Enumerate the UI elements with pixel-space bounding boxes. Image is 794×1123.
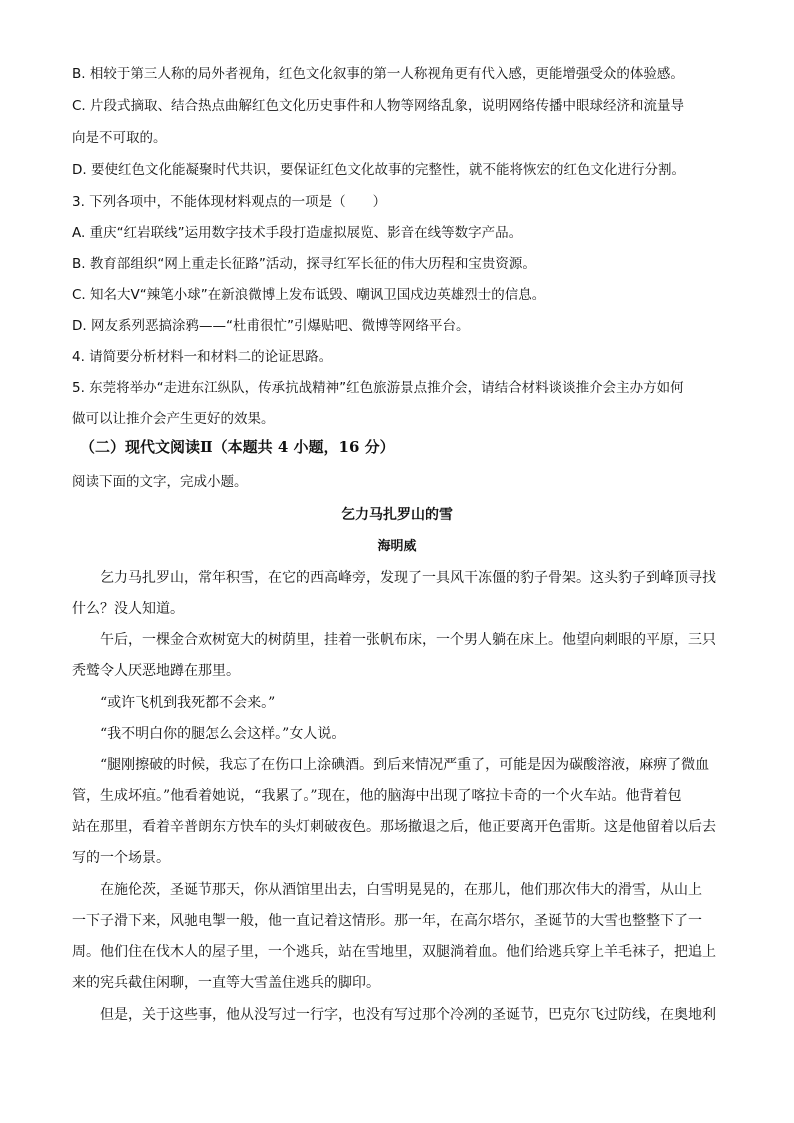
article-line: “我不明白你的腿怎么会这样。”女人说。 — [100, 726, 346, 742]
q3-option-c: C. 知名大V“辣笔小球”在新浪微博上发布诋毁、嘲讽卫国戍边英雄烈士的信息。 — [72, 287, 546, 303]
article-line: 写的一个场景。 — [72, 850, 170, 866]
article-line: 但是，关于这些事，他从没写过一行字，也没有写过那个冷冽的圣诞节，巴克尔飞过防线，在奥地利 — [100, 1007, 716, 1023]
article-line: 午后，一棵金合欢树宽大的树荫里，挂着一张帆布床，一个男人躺在床上。他望向刺眼的平原，三只 — [100, 632, 716, 648]
article-line: 站在那里，看着辛普朗东方快车的头灯刺破夜色。那场撤退之后，他正要离开色雷斯。这是他留着以后去 — [72, 819, 716, 835]
q4-stem: 4. 请简要分析材料一和材料二的论证思路。 — [72, 349, 333, 365]
q3-option-d: D. 网友系列恶搞涂鸦——“杜甫很忙”引爆贴吧、微博等网络平台。 — [72, 318, 470, 334]
article-line: “腿刚擦破的时候，我忘了在伤口上涂碘酒。到后来情况严重了，可能是因为碳酸溶液，麻痹了微血 — [100, 757, 710, 773]
article-author: 海明威 — [377, 539, 417, 554]
q2-option-c-line-1: C. 片段式摘取、结合热点曲解红色文化历史事件和人物等网络乱象，说明网络传播中眼球经济和流量导 — [72, 98, 685, 114]
q5-stem-line-2: 做可以让推介会产生更好的效果。 — [72, 411, 275, 427]
article-line: 乞力马扎罗山，常年积雪，在它的西高峰旁，发现了一具风干冻僵的豹子骨架。这头豹子到峰顶寻找 — [100, 570, 716, 586]
q3-option-a: A. 重庆“红岩联线”运用数字技术手段打造虚拟展览、影音在线等数字产品。 — [72, 225, 523, 241]
article-line: 一下子滑下来，风驰电掣一般，他一直记着这情形。那一年，在高尔塔尔，圣诞节的大雪也整整下了一 — [72, 913, 702, 929]
article-line: 来的宪兵截住闲聊，一直等大雪盖住逃兵的脚印。 — [72, 975, 380, 991]
q3-stem: 3. 下列各项中，不能体现材料观点的一项是（ ） — [72, 194, 387, 210]
section-heading: （二）现代文阅读Ⅱ（本题共 4 小题，16 分） — [80, 438, 395, 456]
q2-option-b: B. 相较于第三人称的局外者视角，红色文化叙事的第一人称视角更有代入感，更能增强受众的体验感。 — [72, 66, 684, 82]
article-line: “或许飞机到我死都不会来。” — [100, 695, 276, 711]
section-instruction: 阅读下面的文字，完成小题。 — [72, 474, 248, 490]
q5-stem-line-1: 5. 东莞将举办“走进东江纵队，传承抗战精神”红色旅游景点推介会，请结合材料谈谈推介会主办方如何 — [72, 380, 684, 396]
article-line: 什么？没人知道。 — [72, 601, 184, 617]
article-title: 乞力马扎罗山的雪 — [341, 507, 453, 523]
article-line: 秃鹫令人厌恶地蹲在那里。 — [72, 663, 240, 679]
article-line: 管，生成坏疽。”他看着她说，“我累了。”现在，他的脑海中出现了喀拉卡奇的一个火车站。他背着包 — [72, 788, 682, 804]
q2-option-c-line-2: 向是不可取的。 — [72, 130, 167, 146]
q2-option-d: D. 要使红色文化能凝聚时代共识，要保证红色文化故事的完整性，就不能将恢宏的红色文化进行分割。 — [72, 162, 685, 178]
q3-option-b: B. 教育部组织“网上重走长征路”活动，探寻红军长征的伟大历程和宝贵资源。 — [72, 256, 536, 272]
article-line: 在施伦茨，圣诞节那天，你从酒馆里出去，白雪明晃晃的，在那儿，他们那次伟大的滑雪，从山上 — [100, 882, 702, 898]
article-line: 周。他们住在伐木人的屋子里，一个逃兵，站在雪地里，双腿淌着血。他们给逃兵穿上羊毛袜子，把追上 — [72, 944, 716, 960]
